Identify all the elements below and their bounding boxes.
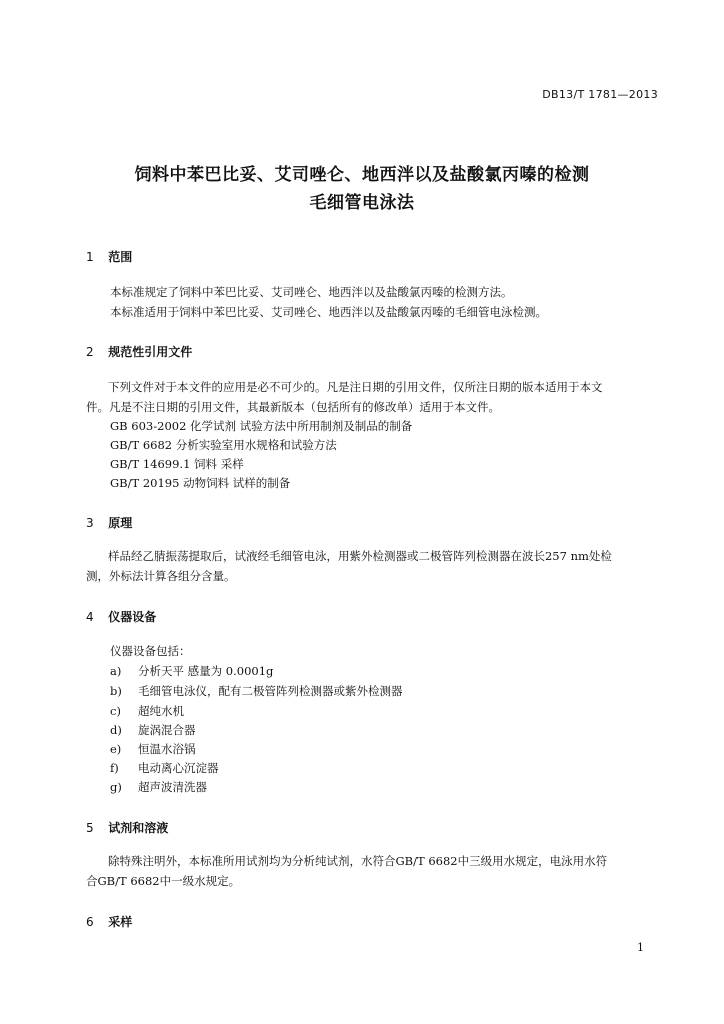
document-title-line2: 毛细管电泳法 xyxy=(309,193,415,213)
list-item xyxy=(110,760,219,776)
list-marker: f) xyxy=(110,761,119,775)
paragraph-line: 合GB/T 6682中一级水规定。 xyxy=(86,874,241,888)
paragraph-line: 本标准规定了饲料中苯巴比妥、艾司唑仑、地西泮以及盐酸氯丙嗪的检测方法。 xyxy=(110,285,513,299)
paragraph-line: 除特殊注明外，本标准所用试剂均为分析纯试剂，水符合GB/T 6682中三级用水规定，电泳用水符 xyxy=(108,854,608,868)
list-item-text: 超纯水机 xyxy=(138,704,184,718)
list-item-text: 旋涡混合器 xyxy=(138,723,196,737)
list-marker: d) xyxy=(110,723,122,737)
section-title: 范围 xyxy=(108,250,133,264)
normative-reference: GB/T 6682 分析实验室用水规格和试验方法 xyxy=(110,438,337,452)
paragraph-line: 本标准适用于饲料中苯巴比妥、艾司唑仑、地西泮以及盐酸氯丙嗪的毛细管电泳检测。 xyxy=(110,305,547,319)
normative-reference: GB/T 20195 动物饲料 试样的制备 xyxy=(110,476,291,490)
section-title: 试剂和溶液 xyxy=(108,821,169,835)
section-2-heading xyxy=(86,343,192,360)
list-item-text: 恒温水浴锅 xyxy=(138,742,196,756)
document-code: DB13/T 1781—2013 xyxy=(542,88,658,101)
section-6-heading xyxy=(86,913,132,930)
list-item xyxy=(110,741,196,757)
list-item xyxy=(110,722,196,738)
normative-reference: GB/T 14699.1 饲料 采样 xyxy=(110,457,244,471)
list-intro: 仪器设备包括： xyxy=(110,644,191,658)
page-number: 1 xyxy=(637,941,644,954)
section-4-heading xyxy=(86,608,156,625)
section-3-heading xyxy=(86,514,132,531)
list-item xyxy=(110,779,207,795)
section-title: 原理 xyxy=(108,516,133,530)
section-title: 仪器设备 xyxy=(108,610,157,624)
list-item-text: 分析天平 感量为 0.0001g xyxy=(138,664,274,678)
list-item xyxy=(110,703,184,719)
section-number: 4 xyxy=(86,610,94,624)
paragraph-line: 测，外标法计算各组分含量。 xyxy=(86,569,236,583)
section-number: 1 xyxy=(86,250,94,264)
section-title: 采样 xyxy=(108,915,133,929)
section-number: 3 xyxy=(86,516,94,530)
section-title: 规范性引用文件 xyxy=(108,345,193,359)
list-marker: b) xyxy=(110,684,122,698)
paragraph-line: 件。凡是不注日期的引用文件，其最新版本（包括所有的修改单）适用于本文件。 xyxy=(86,400,500,414)
document-title-line1: 饲料中苯巴比妥、艾司唑仑、地西泮以及盐酸氯丙嗪的检测 xyxy=(134,165,590,185)
list-item xyxy=(110,663,273,679)
paragraph-line: 样品经乙腈振荡提取后，试液经毛细管电泳，用紫外检测器或二极管阵列检测器在波长257 nm处检 xyxy=(108,549,612,563)
section-number: 5 xyxy=(86,821,94,835)
section-1-heading xyxy=(86,248,132,265)
list-marker: e) xyxy=(110,742,122,756)
normative-reference: GB 603-2002 化学试剂 试验方法中所用制剂及制品的制备 xyxy=(110,419,413,433)
section-5-heading xyxy=(86,819,168,836)
list-item-text: 电动离心沉淀器 xyxy=(138,761,219,775)
section-number: 6 xyxy=(86,915,94,929)
list-marker: c) xyxy=(110,704,121,718)
list-marker: a) xyxy=(110,664,122,678)
paragraph-line: 下列文件对于本文件的应用是必不可少的。凡是注日期的引用文件，仅所注日期的版本适用于本文 xyxy=(108,380,603,394)
list-item-text: 超声波清洗器 xyxy=(138,780,207,794)
list-item xyxy=(110,683,403,699)
list-item-text: 毛细管电泳仪，配有二极管阵列检测器或紫外检测器 xyxy=(138,684,403,698)
list-marker: g) xyxy=(110,780,122,794)
section-number: 2 xyxy=(86,345,94,359)
